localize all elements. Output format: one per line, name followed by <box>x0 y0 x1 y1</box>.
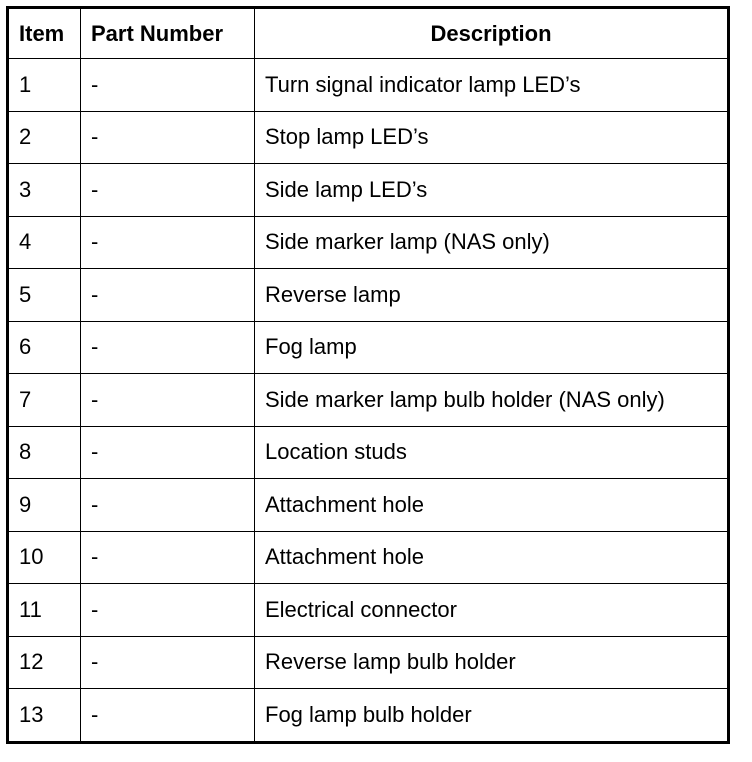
cell-part-number: - <box>81 374 255 427</box>
cell-part-number: - <box>81 216 255 269</box>
cell-part-number: - <box>81 59 255 112</box>
cell-description: Side marker lamp bulb holder (NAS only) <box>255 374 729 427</box>
header-item: Item <box>8 8 81 59</box>
table-row <box>8 321 729 374</box>
cell-item: 12 <box>8 636 81 689</box>
table-row <box>8 426 729 479</box>
cell-item: 5 <box>8 269 81 322</box>
table-row <box>8 689 729 743</box>
cell-item: 8 <box>8 426 81 479</box>
cell-item: 7 <box>8 374 81 427</box>
cell-part-number: - <box>81 269 255 322</box>
cell-description: Location studs <box>255 426 729 479</box>
cell-description: Fog lamp bulb holder <box>255 689 729 743</box>
cell-description: Side marker lamp (NAS only) <box>255 216 729 269</box>
cell-part-number: - <box>81 531 255 584</box>
header-row <box>8 8 729 59</box>
cell-item: 11 <box>8 584 81 637</box>
cell-description: Attachment hole <box>255 479 729 532</box>
table-row <box>8 111 729 164</box>
header-part-number: Part Number <box>81 8 255 59</box>
table-row <box>8 479 729 532</box>
cell-part-number: - <box>81 164 255 217</box>
cell-item: 6 <box>8 321 81 374</box>
table-body <box>8 59 729 743</box>
parts-table <box>6 6 730 744</box>
cell-part-number: - <box>81 584 255 637</box>
table-header <box>8 8 729 59</box>
table-row <box>8 59 729 112</box>
header-description: Description <box>255 8 729 59</box>
cell-description: Fog lamp <box>255 321 729 374</box>
cell-part-number: - <box>81 321 255 374</box>
cell-description: Reverse lamp <box>255 269 729 322</box>
table-row <box>8 216 729 269</box>
cell-description: Attachment hole <box>255 531 729 584</box>
cell-item: 9 <box>8 479 81 532</box>
cell-description: Electrical connector <box>255 584 729 637</box>
table-row <box>8 269 729 322</box>
cell-description: Reverse lamp bulb holder <box>255 636 729 689</box>
cell-item: 3 <box>8 164 81 217</box>
cell-part-number: - <box>81 479 255 532</box>
table-row <box>8 531 729 584</box>
table-row <box>8 636 729 689</box>
cell-description: Stop lamp LED’s <box>255 111 729 164</box>
cell-item: 4 <box>8 216 81 269</box>
cell-item: 2 <box>8 111 81 164</box>
cell-part-number: - <box>81 111 255 164</box>
cell-item: 1 <box>8 59 81 112</box>
cell-item: 10 <box>8 531 81 584</box>
table-row <box>8 584 729 637</box>
cell-description: Side lamp LED’s <box>255 164 729 217</box>
cell-part-number: - <box>81 689 255 743</box>
cell-part-number: - <box>81 636 255 689</box>
cell-part-number: - <box>81 426 255 479</box>
cell-item: 13 <box>8 689 81 743</box>
table-row <box>8 374 729 427</box>
table-row <box>8 164 729 217</box>
cell-description: Turn signal indicator lamp LED’s <box>255 59 729 112</box>
